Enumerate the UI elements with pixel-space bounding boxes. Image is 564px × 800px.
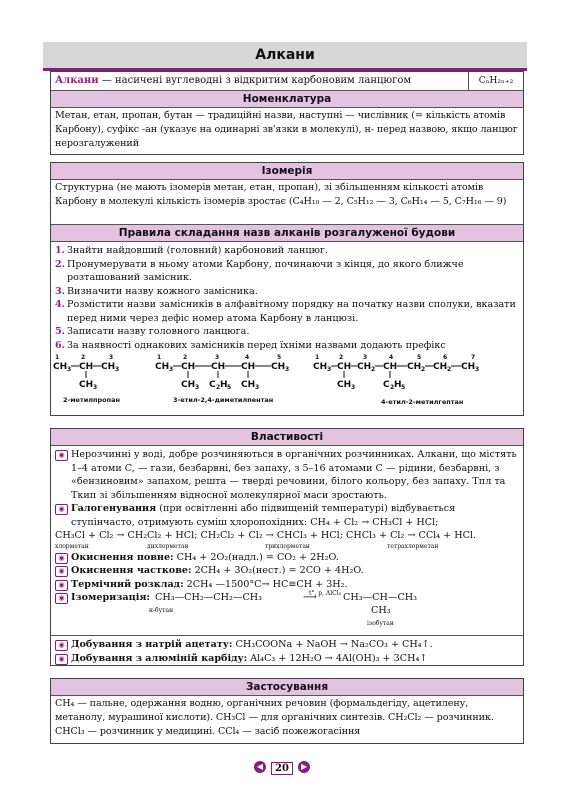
list-item: ◉ Ізомеризація: CH₃—CH₂—CH₂—CH₃ н-бутан t°, p, AlCl₃ ⟶ CH₃—CH—CH₃ CH₃ ізобутан <box>55 591 519 629</box>
svg-text:3: 3 <box>195 384 200 391</box>
svg-text:2: 2 <box>81 354 86 361</box>
svg-text:H: H <box>394 380 402 390</box>
bullet-icon: ◉ <box>55 640 68 651</box>
svg-text:CH: CH <box>271 362 286 372</box>
svg-text:CH: CH <box>407 362 422 372</box>
list-item: 4. Розмістити назви замісників в алфавітному порядку на початку назви сполуки, вказати перед ними через дефіс номер атома Карбону в ланцюзі. <box>55 299 516 324</box>
list-item: ◉ Галогенування (при освітленні або підвищеній температурі) відбувається ступінчасто, отримують суміш хлоропохідних: CH₄ + Cl₂ → CH₃Cl + HCl; <box>55 502 519 529</box>
svg-text:3: 3 <box>215 354 220 361</box>
structure-name: 3-етил-2,4-диметилпентан <box>173 396 274 404</box>
svg-text:3: 3 <box>285 366 290 373</box>
list-item: ◉ Добування з натрій ацетату: CH₃COONa + NaOH → Na₂CO₃ + CH₄↑. <box>55 638 519 652</box>
next-page-icon[interactable]: ▶ <box>298 761 310 773</box>
svg-text:5: 5 <box>277 354 282 361</box>
svg-text:3: 3 <box>475 366 480 373</box>
isomerism-box <box>50 162 524 416</box>
definition-box <box>50 71 524 155</box>
properties-box <box>50 428 524 666</box>
properties-header: Властивості <box>51 429 523 446</box>
svg-text:CH: CH <box>337 380 352 390</box>
svg-text:CH: CH <box>211 362 226 372</box>
title-bar <box>43 42 527 68</box>
svg-text:3: 3 <box>169 366 174 373</box>
nomenclature-header: Номенклатура <box>51 91 523 108</box>
isomerism-header: Ізомерія <box>51 163 523 180</box>
definition-row <box>51 72 523 91</box>
list-item: ◉ Термічний розклад: 2CH₄ —1500°C→ HC≡CH + 3H₂. <box>55 578 519 592</box>
bullet-icon: ◉ <box>55 566 68 577</box>
page-number: 20 <box>271 762 293 775</box>
svg-text:CH: CH <box>383 362 398 372</box>
prev-page-icon[interactable]: ◀ <box>254 761 266 773</box>
svg-text:CH: CH <box>79 380 94 390</box>
page-title: Алкани <box>255 47 315 63</box>
list-item: 3. Визначити назву кожного замісника. <box>55 285 258 297</box>
svg-text:4: 4 <box>389 354 394 361</box>
svg-text:CH: CH <box>79 362 94 372</box>
list-item: ◉ Окиснення повне: CH₄ + 2O₂(надл.) = CO₂ + 2H₂O. <box>55 551 519 565</box>
svg-text:3: 3 <box>115 366 120 373</box>
bullet-icon: ◉ <box>55 580 68 591</box>
svg-text:3: 3 <box>93 384 98 391</box>
svg-text:CH: CH <box>181 362 196 372</box>
rules-header: Правила складання назв алканів розгалуженої будови <box>51 224 523 242</box>
definition-term: Алкани <box>55 75 99 86</box>
svg-text:1: 1 <box>315 354 320 361</box>
page-footer <box>0 756 564 775</box>
svg-text:2: 2 <box>390 384 395 391</box>
svg-text:2: 2 <box>339 354 344 361</box>
list-item: 2. Пронумерувати в ньому атоми Карбону, починаючи з кінця, до якого ближче розташований замісник. <box>55 258 464 283</box>
bullet-icon: ◉ <box>55 593 68 604</box>
svg-text:2: 2 <box>183 354 188 361</box>
svg-text:2: 2 <box>371 366 376 373</box>
svg-text:3: 3 <box>67 366 72 373</box>
svg-text:5: 5 <box>401 384 406 391</box>
svg-text:4: 4 <box>245 354 250 361</box>
structure-name: 2-метилпропан <box>63 396 121 404</box>
structural-formulas <box>51 352 521 412</box>
svg-text:CH: CH <box>357 362 372 372</box>
list-item: ◉ Добування з алюміній карбіду: Al₄C₃ + 12H₂O → 4Al(OH)₃ + 3CH₄↑ <box>55 652 519 666</box>
svg-text:7: 7 <box>471 354 476 361</box>
svg-text:CH: CH <box>181 380 196 390</box>
usage-text: CH₄ — пальне, одержання водню, органічних речовин (формальдегіду, ацетилену, метанолу, мурашиної кислоти). CH₃Cl — для органічних синтезів. CH₂Cl₂ — розчинник. CHCl₃ — розчинник у медицині. CCl₄ — засіб пожежогасіння <box>55 698 494 737</box>
svg-text:CH: CH <box>155 362 170 372</box>
svg-text:CH: CH <box>337 362 352 372</box>
halogenation-line: CH₃Cl + Cl₂ → CH₂Cl₂ + HCl; CH₂Cl₂ + Cl₂ → CHCl₃ + HCl; CHCl₃ + Cl₂ → CCl₄ + HCl. <box>55 530 477 541</box>
svg-text:5: 5 <box>417 354 422 361</box>
nomenclature-text: Метан, етан, пропан, бутан — традиційні назви, наступні — числівник (= кількість атомів Карбону), суфікс -ан (указує на одинарні зв'язки в молекулі), н- перед назвою, якщо ланцюг нерозгалужений <box>55 110 518 149</box>
svg-text:5: 5 <box>227 384 232 391</box>
rules-list <box>51 242 523 352</box>
svg-text:CH: CH <box>433 362 448 372</box>
list-item: 6. За наявності однакових замісників перед їхніми назвами додають префікс <box>55 339 446 351</box>
structure-3-ethyl-2-4-dimethylpentane <box>155 354 289 404</box>
svg-text:C: C <box>209 380 216 390</box>
general-formula: CₙH₂ₙ₊₂ <box>478 76 514 86</box>
svg-text:3: 3 <box>363 354 368 361</box>
svg-text:2: 2 <box>216 384 221 391</box>
svg-text:CH: CH <box>241 380 256 390</box>
svg-text:2: 2 <box>447 366 452 373</box>
svg-text:CH: CH <box>461 362 476 372</box>
svg-text:3: 3 <box>327 366 332 373</box>
bullet-icon: ◉ <box>55 654 68 665</box>
svg-text:CH: CH <box>53 362 68 372</box>
svg-text:2: 2 <box>421 366 426 373</box>
svg-text:H: H <box>220 380 228 390</box>
structure-2-methylpropane <box>53 354 120 404</box>
list-item: 1. Знайти найдовший (головний) карбоновий ланцюг. <box>55 245 329 256</box>
svg-text:1: 1 <box>55 354 60 361</box>
structure-name: 4-етил-2-метилгептан <box>381 398 464 406</box>
svg-text:C: C <box>383 380 390 390</box>
svg-text:CH: CH <box>313 362 328 372</box>
usage-box <box>50 678 524 744</box>
svg-text:1: 1 <box>157 354 162 361</box>
list-item: ◉ Окиснення часткове: 2CH₄ + 3O₂(нест.) = 2CO + 4H₂O. <box>55 564 519 578</box>
structure-4-ethyl-2-methylheptane <box>313 354 479 406</box>
svg-text:CH: CH <box>101 362 116 372</box>
svg-text:3: 3 <box>255 384 260 391</box>
svg-text:3: 3 <box>351 384 356 391</box>
definition-text: — насичені вуглеводні з відкритим карбоновим ланцюгом <box>98 75 412 86</box>
isomerism-text: Структурна (не мають ізомерів метан, етан, пропан), зі збільшенням кількості атомів Карбону в молекулі кількість ізомерів зростає (C₄H₁₀ — 2, C₅H₁₂ — 3, C₆H₁₄ — 5, C₇H₁₆ — 9) <box>55 182 507 207</box>
list-item: 5. Записати назву головного ланцюга. <box>55 326 250 337</box>
svg-text:CH: CH <box>241 362 256 372</box>
svg-text:3: 3 <box>109 354 114 361</box>
bullet-icon: ◉ <box>55 553 68 564</box>
bullet-icon: ◉ <box>55 504 68 515</box>
usage-header: Застосування <box>51 679 523 696</box>
svg-text:6: 6 <box>443 354 448 361</box>
bullet-icon: ◉ <box>55 450 68 461</box>
halogenation-names: хлорметан дихлорметан трихлорметан тетрахлорметан <box>55 542 439 550</box>
list-item: ◉ Нерозчинні у воді, добре розчиняються в органічних розчинниках. Алкани, що містять 1–4 атоми C, — гази, безбарвні, без запаху, з 5–16 атомами C — рідини, безбарвні, з «бензиновим» запахом, решта — тверді речовини, білого кольору, без запаху. Tпл та Tкип зі збільшенням відносної молекулярної маси зростають. <box>55 448 519 502</box>
